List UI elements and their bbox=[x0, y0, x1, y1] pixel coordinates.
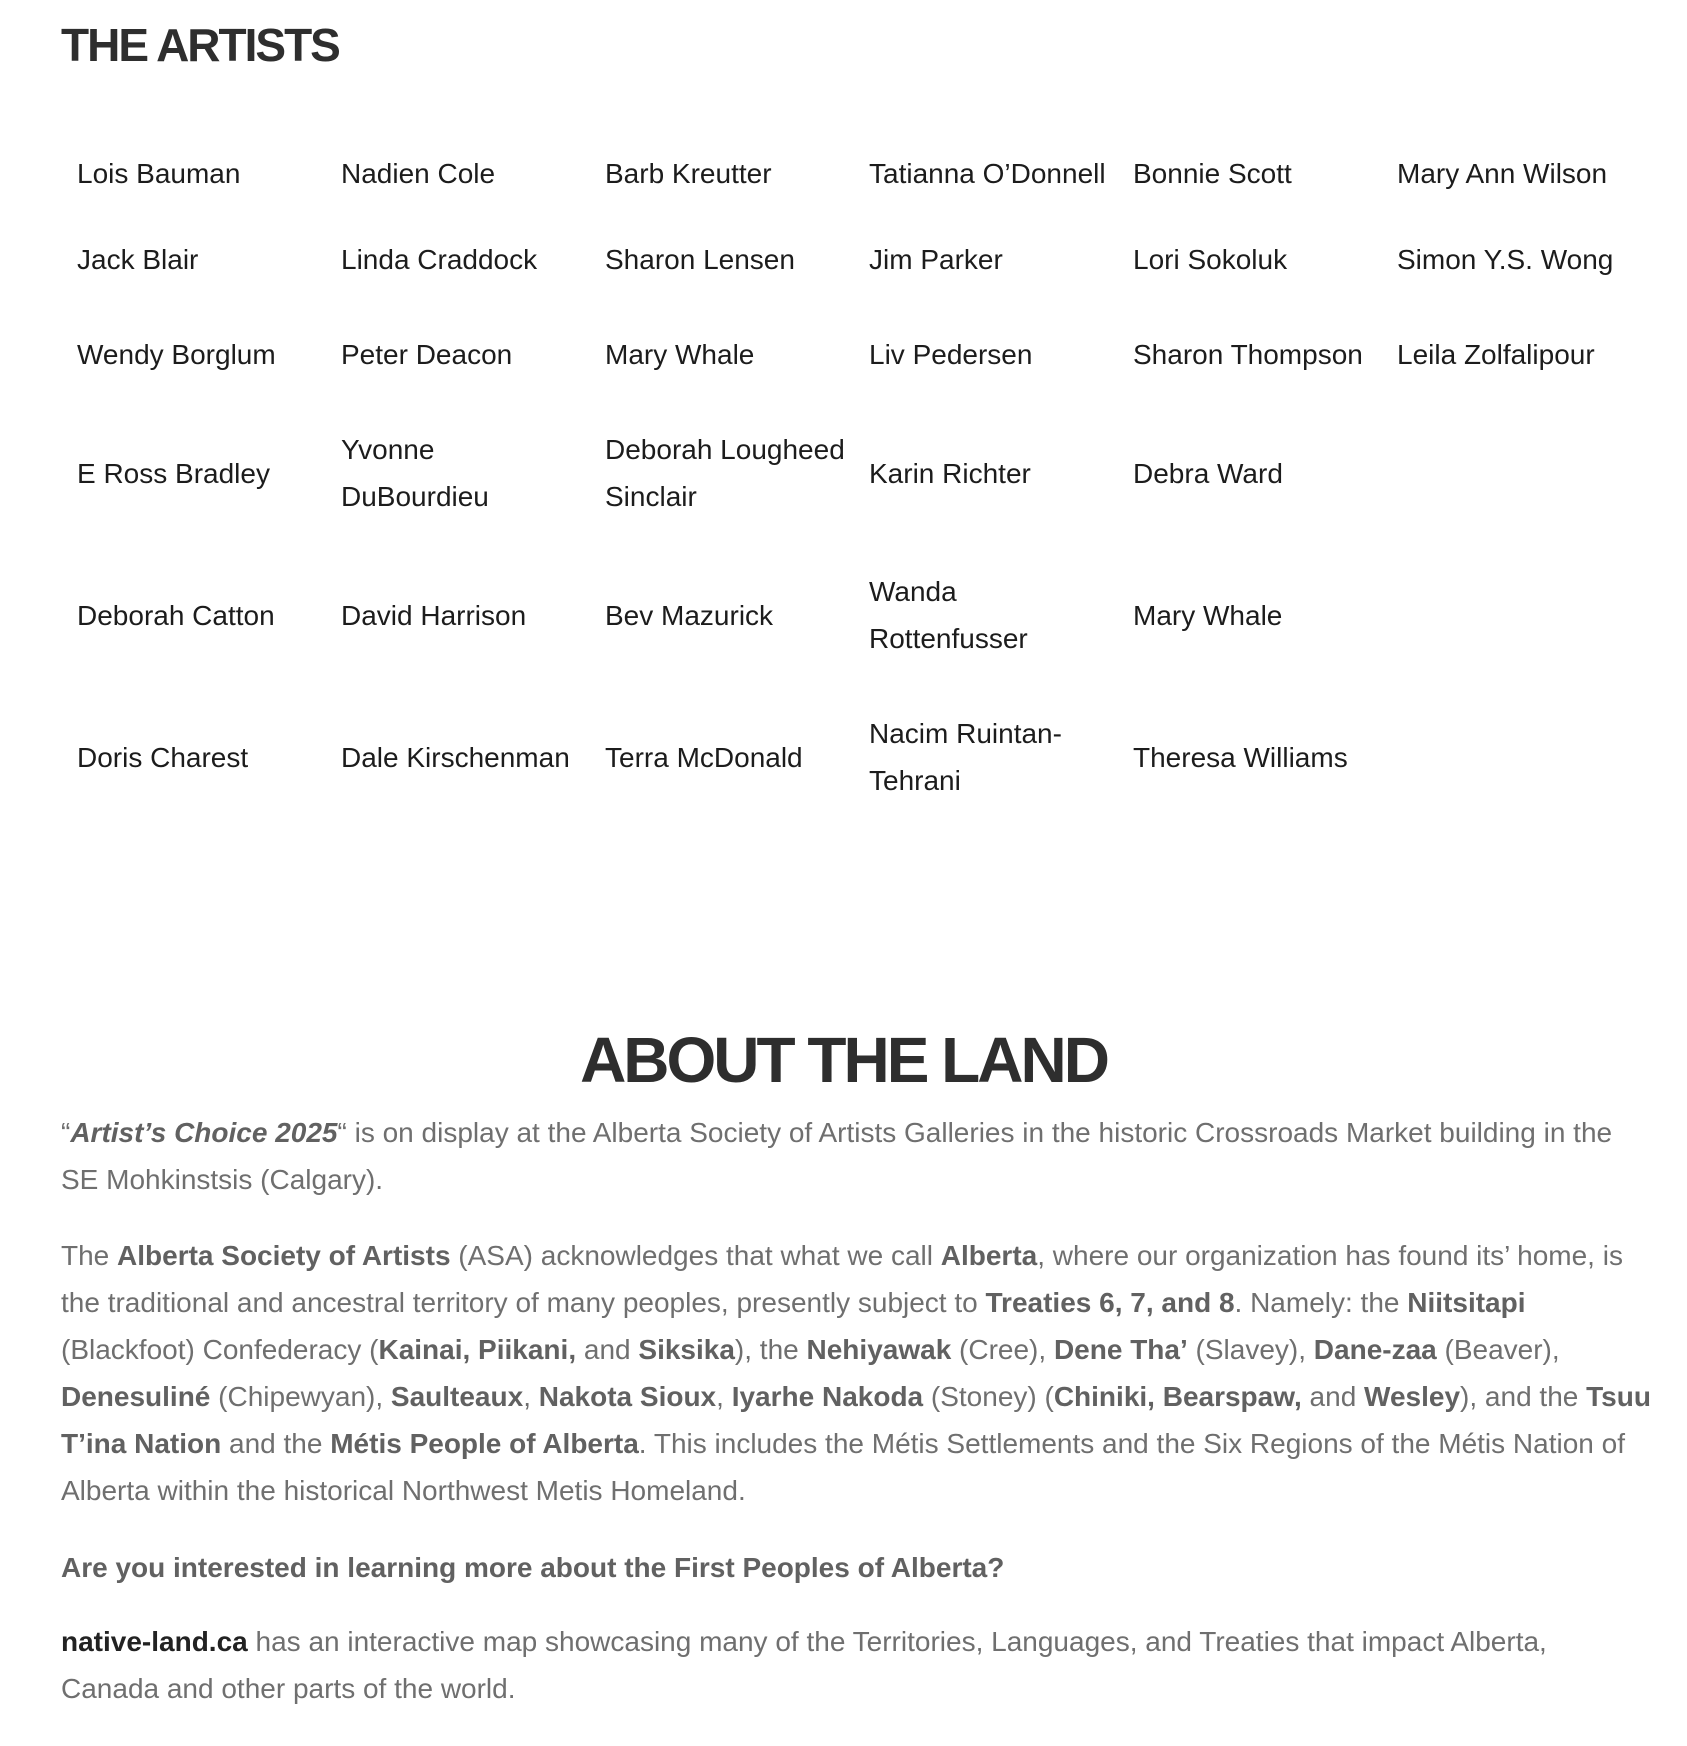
ack-bold: Nakota Sioux bbox=[538, 1381, 717, 1412]
artist-grid bbox=[77, 150, 1661, 828]
ack-text: and bbox=[1301, 1381, 1365, 1412]
artist-name: David Harrison bbox=[341, 599, 527, 631]
artists-heading: THE ARTISTS bbox=[61, 19, 339, 71]
artist-name: Dale Kirschenman bbox=[341, 741, 570, 773]
ack-bold: Denesuliné bbox=[61, 1381, 211, 1412]
ack-text: (Cree), bbox=[951, 1334, 1054, 1365]
artist-name: Wendy Borglum bbox=[77, 339, 276, 370]
artist-name: Wanda Rottenfusser bbox=[869, 576, 1028, 654]
artist-name: Sharon Thompson bbox=[1133, 339, 1363, 370]
artist-name: Jack Blair bbox=[77, 244, 199, 275]
artist-name: Nadien Cole bbox=[341, 158, 496, 189]
artist-name: Liv Pedersen bbox=[869, 339, 1033, 370]
land-heading: ABOUT THE LAND bbox=[580, 1024, 1107, 1096]
artist-name: Theresa Williams bbox=[1133, 741, 1348, 773]
ack-bold: Métis People of Alberta bbox=[330, 1428, 639, 1459]
ack-text: and the bbox=[221, 1428, 331, 1459]
ack-bold: Nehiyawak bbox=[806, 1334, 952, 1365]
artist-name: Barb Kreutter bbox=[605, 158, 772, 189]
ack-text: . This includes the Métis Settlements and the Six Regions of the Métis Nation of Alberta within the historical Northwest Metis Homeland. bbox=[61, 1428, 1626, 1506]
exhibit-text: is on display at the Alberta Society of Artists Galleries in the historic Crossroads Market building in the SE Mohkinstsis (Calgary). bbox=[61, 1117, 1613, 1195]
first-peoples-question bbox=[61, 1544, 1651, 1591]
artist-name: E Ross Bradley bbox=[77, 457, 270, 489]
ack-bold: Dene Tha’ bbox=[1053, 1334, 1188, 1365]
artist-name: Lori Sokoluk bbox=[1133, 244, 1288, 275]
ack-bold: Dane-zaa bbox=[1313, 1334, 1437, 1365]
exhibit-title: Artist’s Choice 2025 bbox=[70, 1117, 338, 1148]
ack-bold: Siksika bbox=[638, 1334, 735, 1365]
artist-name: Peter Deacon bbox=[341, 339, 513, 370]
ack-text: , bbox=[716, 1381, 732, 1412]
ack-text: , bbox=[523, 1381, 539, 1412]
artist-name: Terra McDonald bbox=[605, 741, 803, 773]
artist-name: Jim Parker bbox=[869, 244, 1003, 275]
ack-bold: Treaties 6, 7, and 8 bbox=[985, 1287, 1235, 1318]
ack-bold: Saulteaux bbox=[390, 1381, 524, 1412]
close-quote: “ bbox=[337, 1117, 347, 1148]
artist-name: Mary Ann Wilson bbox=[1397, 158, 1608, 189]
native-land-text: has an interactive map showcasing many of the Territories, Languages, and Treaties that impact Alberta, Canada and other parts of the world. bbox=[61, 1626, 1547, 1704]
ack-bold: Alberta bbox=[940, 1240, 1038, 1271]
ack-bold: Alberta Society of Artists bbox=[117, 1240, 451, 1271]
artist-name: Bev Mazurick bbox=[605, 599, 774, 631]
ack-bold: Niitsitapi bbox=[1407, 1287, 1526, 1318]
artist-name: Doris Charest bbox=[77, 741, 249, 773]
land-acknowledgement bbox=[61, 1232, 1651, 1514]
artist-name: Mary Whale bbox=[605, 339, 755, 370]
ack-text: (Stoney) ( bbox=[923, 1381, 1054, 1412]
ack-bold: Kainai, Piikani, bbox=[378, 1334, 577, 1365]
ack-text: (Chipewyan), bbox=[210, 1381, 391, 1412]
ack-text: and bbox=[576, 1334, 639, 1365]
ack-bold: Iyarhe Nakoda bbox=[731, 1381, 924, 1412]
exhibit-paragraph bbox=[61, 1109, 1651, 1203]
artist-name: Nacim Ruintan-Tehrani bbox=[869, 718, 1062, 796]
artist-name: Yvonne DuBourdieu bbox=[341, 434, 489, 512]
ack-text: The bbox=[61, 1240, 118, 1271]
ack-text: (Blackfoot) Confederacy ( bbox=[61, 1334, 379, 1365]
artist-name: Karin Richter bbox=[869, 457, 1031, 489]
artist-name: Leila Zolfalipour bbox=[1397, 339, 1595, 370]
open-quote: “ bbox=[61, 1117, 71, 1148]
ack-text: ), and the bbox=[1460, 1381, 1587, 1412]
ack-bold: Tsuu T’ina Nation bbox=[61, 1381, 1651, 1459]
artist-name: Simon Y.S. Wong bbox=[1397, 244, 1614, 275]
native-land-link[interactable]: native-land.ca bbox=[61, 1626, 248, 1657]
artist-name: Tatianna O’Donnell bbox=[869, 158, 1106, 189]
artist-name: Lois Bauman bbox=[77, 158, 241, 189]
native-land-paragraph bbox=[61, 1618, 1651, 1712]
ack-bold: Wesley bbox=[1364, 1381, 1461, 1412]
ack-text: ), the bbox=[734, 1334, 807, 1365]
artist-name: Mary Whale bbox=[1133, 599, 1283, 631]
artist-name-empty bbox=[1397, 544, 1661, 686]
ack-text: (ASA) acknowledges that what we call bbox=[450, 1240, 941, 1271]
artist-name: Bonnie Scott bbox=[1133, 158, 1292, 189]
ack-text: . Namely: the bbox=[1234, 1287, 1408, 1318]
ack-text: (Slavey), bbox=[1187, 1334, 1314, 1365]
ack-text: , where our organization has found its’ home, is the traditional and ancestral territory of many peoples, presently subject to bbox=[61, 1240, 1623, 1318]
artist-name: Deborah Lougheed Sinclair bbox=[605, 434, 845, 512]
artist-name: Debra Ward bbox=[1133, 457, 1283, 489]
ack-text: (Beaver), bbox=[1436, 1334, 1560, 1365]
ack-bold: Chiniki, Bearspaw, bbox=[1053, 1381, 1302, 1412]
question-text: Are you interested in learning more about the First Peoples of Alberta? bbox=[61, 1552, 1005, 1583]
artist-name: Sharon Lensen bbox=[605, 244, 795, 275]
artist-name: Linda Craddock bbox=[341, 244, 538, 275]
artist-name-empty bbox=[1397, 686, 1661, 828]
artist-name-empty bbox=[1397, 402, 1661, 544]
artist-name: Deborah Catton bbox=[77, 599, 275, 631]
